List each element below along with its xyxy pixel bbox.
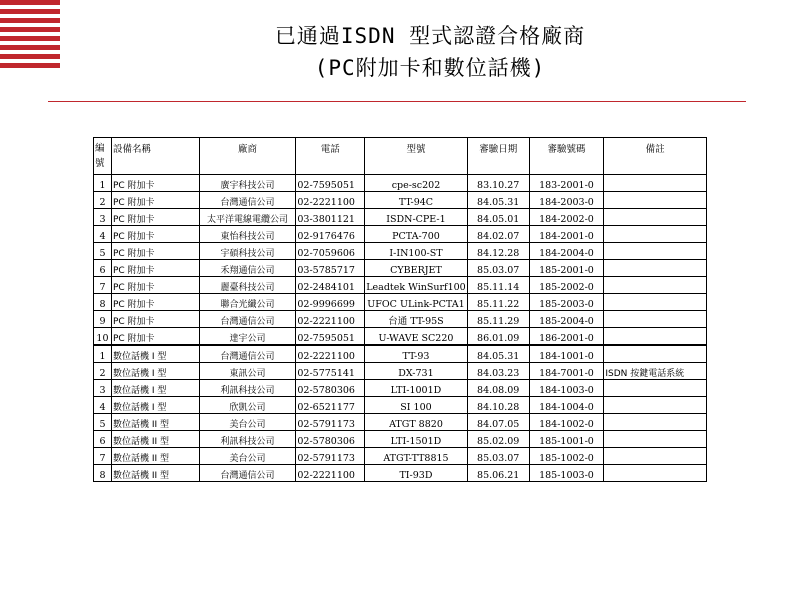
cell-tel: 02-2221100 [295,311,364,327]
table-row [94,362,706,379]
table-row [94,379,706,396]
header-no: 編號 [95,143,105,169]
table-row [94,310,706,327]
cell-note [603,380,706,396]
cell-note [603,260,706,276]
table-row [94,464,706,481]
cell-no: 9 [99,316,106,327]
cell-tel: 02-2221100 [295,346,364,362]
cell-code: 184-2001-0 [529,226,604,242]
cell-model: DX-731 [364,363,467,379]
cell-note [603,448,706,464]
stripe [0,45,60,50]
header-model: 型號 [364,138,467,174]
cell-date: 85.03.07 [467,448,529,464]
stripe [0,63,60,68]
table-row [94,174,706,191]
table-row [94,208,706,225]
header-tel: 電話 [295,138,364,174]
cell-code: 185-1002-0 [529,448,604,464]
table-row [94,396,706,413]
cell-note [603,294,706,310]
cell-note [603,277,706,293]
header-maker: 廠商 [199,138,296,174]
table-row [94,276,706,293]
cell-note [603,431,706,447]
cell-date: 85.11.14 [467,277,529,293]
cell-no: 6 [99,436,106,447]
cell-note: ISDN 按鍵電話系統 [603,363,706,379]
cell-device: 數位話機 II 型 [111,448,199,464]
cell-code: 184-1003-0 [529,380,604,396]
cell-device: PC 附加卡 [111,175,199,191]
cell-maker: 美台公司 [199,414,296,430]
cell-tel: 03-5785717 [295,260,364,276]
cell-model: I-IN100-ST [364,243,467,259]
cell-model: TT-93 [364,346,467,362]
slide-title [220,20,640,84]
cell-note [603,414,706,430]
cell-code: 185-1001-0 [529,431,604,447]
table-header-row [94,138,706,174]
cell-maker: 東訊公司 [199,363,296,379]
cell-maker: 麗臺科技公司 [199,277,296,293]
title-line-1: 已通過ISDN 型式認證合格廠商 [274,24,586,48]
cell-tel: 02-2484101 [295,277,364,293]
cell-date: 84.08.09 [467,380,529,396]
cell-no: 5 [99,248,106,259]
header-note: 備註 [603,138,706,174]
cell-note [603,311,706,327]
cell-maker: 聯合光纖公司 [199,294,296,310]
stripe [0,0,60,5]
cell-note [603,397,706,413]
cell-code: 186-2001-0 [529,328,604,344]
stripe [0,54,60,59]
cell-no: 8 [99,299,106,310]
table-row [94,344,706,362]
header-code: 審驗號碼 [529,138,604,174]
cell-device: PC 附加卡 [111,311,199,327]
table-row [94,259,706,276]
table-row [94,293,706,310]
cell-date: 85.03.07 [467,260,529,276]
cell-no: 10 [96,333,109,344]
cell-no: 2 [99,368,106,379]
cell-device: 數位話機 I 型 [111,397,199,413]
cell-model: Leadtek WinSurf100 [364,277,467,293]
cell-no: 7 [99,453,106,464]
cell-date: 84.02.07 [467,226,529,242]
cell-model: CYBERJET [364,260,467,276]
stripe [0,9,60,14]
cell-note [603,346,706,362]
cell-tel: 02-9996699 [295,294,364,310]
cell-model: ATGT-TT8815 [364,448,467,464]
cell-device: 數位話機 I 型 [111,363,199,379]
cell-model: LTI-1501D [364,431,467,447]
title-divider [48,101,746,102]
cell-model: LTI-1001D [364,380,467,396]
cell-model: SI 100 [364,397,467,413]
cell-code: 184-1002-0 [529,414,604,430]
table-row [94,242,706,259]
table-row [94,447,706,464]
cell-note [603,209,706,225]
cell-code: 184-2003-0 [529,192,604,208]
cell-device: PC 附加卡 [111,226,199,242]
cell-maker: 廣宇科技公司 [199,175,296,191]
table-row [94,191,706,208]
cell-no: 3 [99,385,106,396]
cell-code: 185-2003-0 [529,294,604,310]
cell-date: 85.11.29 [467,311,529,327]
cell-date: 85.11.22 [467,294,529,310]
cell-code: 183-2001-0 [529,175,604,191]
cell-model: TT-94C [364,192,467,208]
cell-maker: 禾翔通信公司 [199,260,296,276]
cell-tel: 02-2221100 [295,465,364,481]
cell-date: 85.06.21 [467,465,529,481]
cell-no: 6 [99,265,106,276]
cell-device: 數位話機 I 型 [111,346,199,362]
cell-device: PC 附加卡 [111,260,199,276]
cell-maker: 利訊科技公司 [199,380,296,396]
certification-table [93,137,707,482]
cell-date: 84.05.01 [467,209,529,225]
cell-model: U-WAVE SC220 [364,328,467,344]
cell-tel: 02-9176476 [295,226,364,242]
cell-no: 1 [99,351,106,362]
cell-maker: 宇碩科技公司 [199,243,296,259]
cell-code: 184-1001-0 [529,346,604,362]
table-row [94,413,706,430]
cell-maker: 東怡科技公司 [199,226,296,242]
cell-device: 數位話機 I 型 [111,380,199,396]
cell-model: ISDN-CPE-1 [364,209,467,225]
cell-tel: 02-5791173 [295,448,364,464]
cell-note [603,192,706,208]
cell-no: 1 [99,180,106,191]
cell-maker: 達宇公司 [199,328,296,344]
cell-maker: 台灣通信公司 [199,465,296,481]
table-row [94,327,706,344]
cell-code: 185-2001-0 [529,260,604,276]
table-row [94,430,706,447]
cell-device: PC 附加卡 [111,192,199,208]
cell-code: 185-2002-0 [529,277,604,293]
cell-no: 2 [99,197,106,208]
cell-no: 3 [99,214,106,225]
cell-date: 84.12.28 [467,243,529,259]
cell-tel: 02-5791173 [295,414,364,430]
cell-model: UFOC ULink-PCTA1 [364,294,467,310]
cell-code: 184-2002-0 [529,209,604,225]
cell-tel: 02-2221100 [295,192,364,208]
cell-date: 85.02.09 [467,431,529,447]
cell-no: 4 [99,231,106,242]
cell-model: ATGT 8820 [364,414,467,430]
cell-code: 185-1003-0 [529,465,604,481]
cell-no: 5 [99,419,106,430]
cell-model: PCTA-700 [364,226,467,242]
cell-model: 台通 TT-95S [364,311,467,327]
cell-tel: 02-5775141 [295,363,364,379]
cell-device: PC 附加卡 [111,294,199,310]
cell-date: 83.10.27 [467,175,529,191]
cell-device: PC 附加卡 [111,243,199,259]
cell-maker: 欣凱公司 [199,397,296,413]
stripe [0,36,60,41]
cell-note [603,465,706,481]
cell-tel: 02-5780306 [295,431,364,447]
cell-code: 184-1004-0 [529,397,604,413]
decorative-stripes [0,0,60,68]
cell-code: 184-2004-0 [529,243,604,259]
cell-date: 84.07.05 [467,414,529,430]
cell-device: PC 附加卡 [111,209,199,225]
cell-device: 數位話機 II 型 [111,465,199,481]
cell-note [603,226,706,242]
header-date: 審驗日期 [467,138,529,174]
cell-model: cpe-sc202 [364,175,467,191]
cell-device: PC 附加卡 [111,328,199,344]
cell-note [603,175,706,191]
cell-maker: 利訊科技公司 [199,431,296,447]
cell-tel: 02-6521177 [295,397,364,413]
cell-tel: 02-7059606 [295,243,364,259]
stripe [0,18,60,23]
cell-date: 84.05.31 [467,192,529,208]
cell-tel: 02-5780306 [295,380,364,396]
title-line-2: (PC附加卡和數位話機) [314,56,546,80]
cell-date: 84.03.23 [467,363,529,379]
cell-tel: 03-3801121 [295,209,364,225]
cell-maker: 台灣通信公司 [199,311,296,327]
cell-tel: 02-7595051 [295,175,364,191]
cell-date: 86.01.09 [467,328,529,344]
cell-no: 7 [99,282,106,293]
cell-device: PC 附加卡 [111,277,199,293]
cell-device: 數位話機 II 型 [111,431,199,447]
cell-maker: 美台公司 [199,448,296,464]
cell-date: 84.05.31 [467,346,529,362]
cell-no: 4 [99,402,106,413]
cell-code: 184-7001-0 [529,363,604,379]
header-device: 設備名稱 [111,138,199,174]
cell-maker: 太平洋電線電纜公司 [199,209,296,225]
cell-device: 數位話機 II 型 [111,414,199,430]
cell-maker: 台灣通信公司 [199,346,296,362]
table-row [94,225,706,242]
cell-note [603,328,706,344]
cell-date: 84.10.28 [467,397,529,413]
stripe [0,27,60,32]
cell-no: 8 [99,470,106,481]
cell-code: 185-2004-0 [529,311,604,327]
cell-note [603,243,706,259]
cell-model: TI-93D [364,465,467,481]
cell-maker: 台灣通信公司 [199,192,296,208]
cell-tel: 02-7595051 [295,328,364,344]
